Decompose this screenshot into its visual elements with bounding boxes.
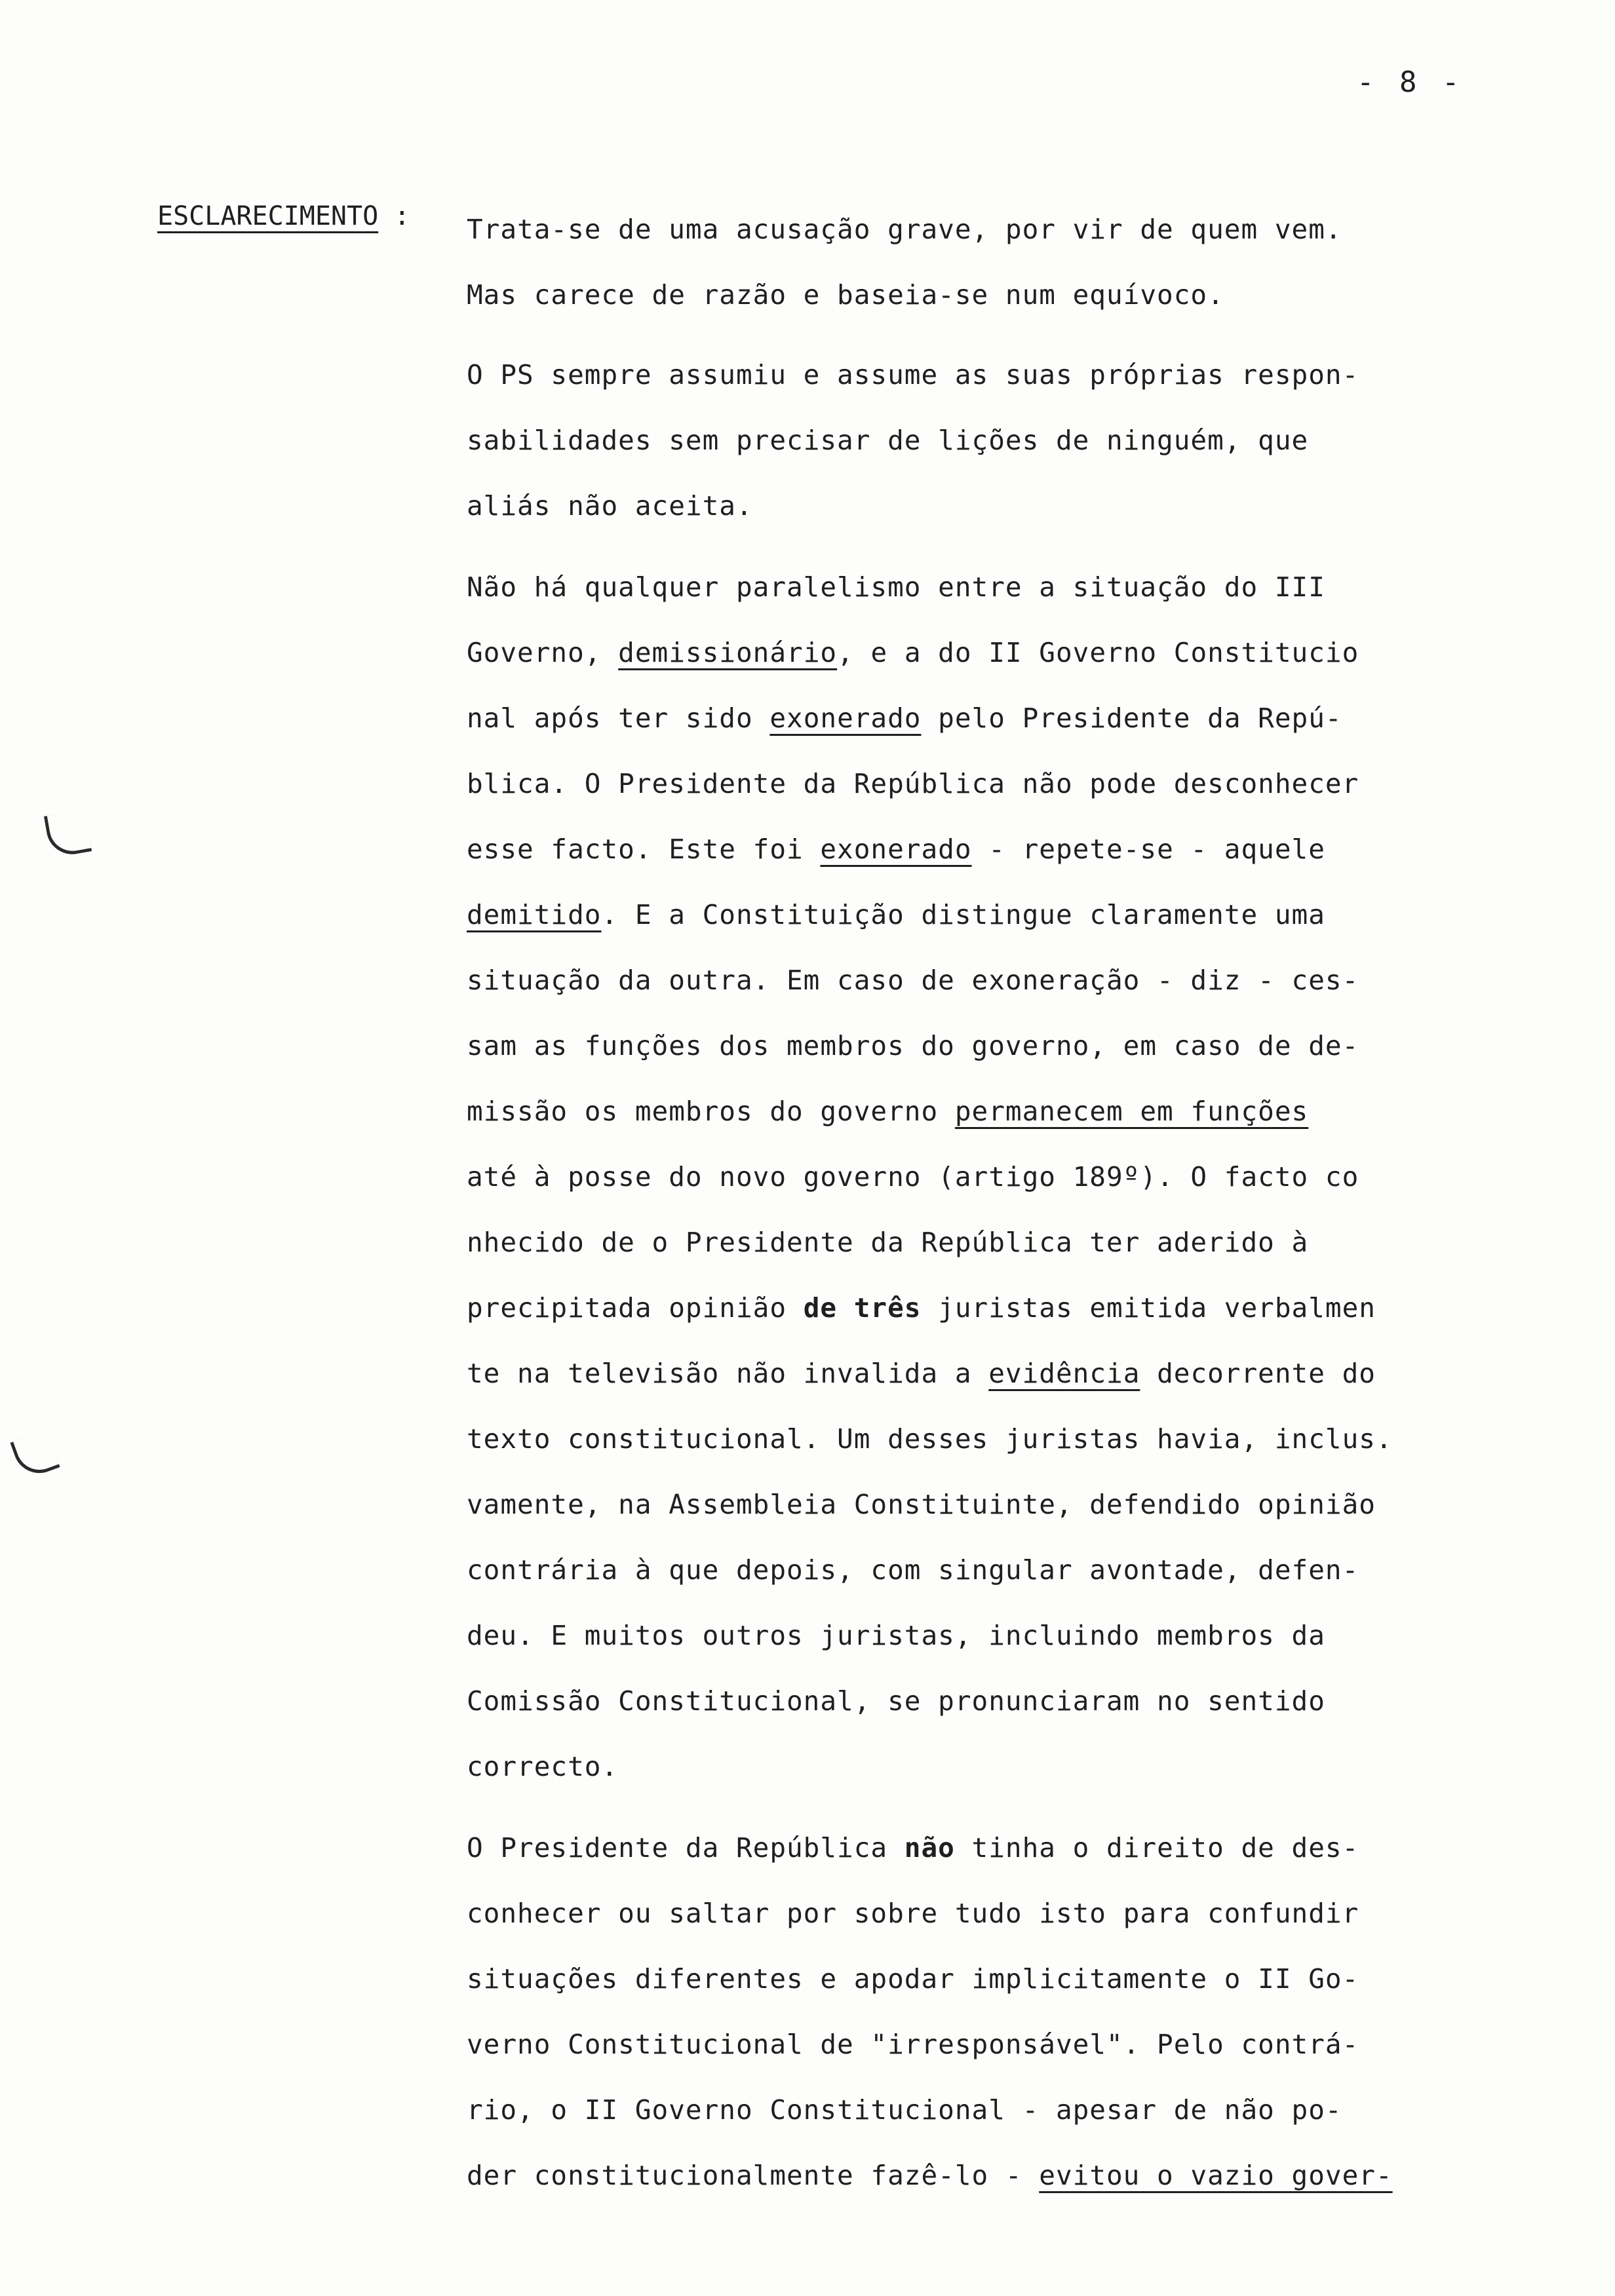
text-run: blica. O Presidente da República não pode desconhecer [467,768,1359,799]
text-run: pelo Presidente da Repú- [921,702,1342,734]
text-line [467,1946,1542,2012]
text-run: . E a Constituição distingue claramente uma [601,899,1325,930]
text-run: rio, o II Governo Constitucional - apesar de não po- [467,2094,1342,2126]
text-line [467,1406,1542,1472]
text-run: situações diferentes e apodar implicitamente o II Go- [467,1963,1359,1995]
text-run: Mas carece de razão e baseia-se num equívoco. [467,279,1224,311]
section-heading [157,197,410,236]
text-line [467,1144,1542,1210]
underlined-text: evitou o vazio gover- [1039,2160,1393,2191]
text-line [467,816,1542,882]
text-run: sabilidades sem precisar de lições de ninguém, que [467,425,1309,456]
text-line [467,1079,1542,1144]
margin-bracket-mark [44,809,92,858]
text-line [467,1013,1542,1079]
text-run: Trata-se de uma acusação grave, por vir de quem vem. [467,214,1342,245]
text-run: sam as funções dos membros do governo, em caso de de- [467,1030,1359,1062]
text-run: deu. E muitos outros juristas, incluindo membros da [467,1620,1325,1651]
text-line [467,1668,1542,1734]
text-line [467,2143,1542,2208]
heading-colon: : [378,201,410,231]
text-run: texto constitucional. Um desses juristas havia, inclus. [467,1423,1393,1455]
text-line [467,554,1542,620]
underlined-text: exonerado [820,833,972,865]
text-line [467,197,1542,262]
underlined-text: permanecem em funções [954,1096,1309,1127]
page-number: - 8 - [1357,66,1464,99]
text-run: correcto. [467,1751,619,1782]
text-run: decorrente do [1140,1358,1376,1389]
text-run: Governo, [467,637,619,668]
text-line [467,882,1542,947]
text-run: esse facto. Este foi [467,833,821,865]
text-run: missão os membros do governo [467,1096,955,1127]
text-run: Comissão Constitucional, se pronunciaram no sentido [467,1685,1325,1717]
text-run: , e a do II Governo Constitucio [837,637,1359,668]
text-line [467,2077,1542,2143]
text-line [467,1881,1542,1946]
text-run: der constitucionalmente fazê-lo - [467,2160,1040,2191]
bold-text: de três [803,1292,922,1324]
text-run: te na televisão não invalida a [467,1358,989,1389]
text-line [467,1815,1542,1881]
text-run: juristas emitida verbalmen [921,1292,1376,1324]
text-run: - repete-se - aquele [971,833,1325,865]
text-line [467,620,1542,685]
text-line [467,1734,1542,1799]
text-line [467,473,1542,539]
text-line [467,2012,1542,2077]
bold-text: não [904,1832,955,1864]
body-text [467,197,1542,2224]
text-line [467,1472,1542,1537]
text-line [467,751,1542,816]
paragraph [467,554,1542,1799]
underlined-text: evidência [988,1358,1140,1389]
text-run: precipitada opinião [467,1292,804,1324]
text-line [467,408,1542,473]
heading-label: ESCLARECIMENTO [157,201,379,231]
text-run: situação da outra. Em caso de exoneração - diz - ces- [467,965,1359,996]
paragraph [467,197,1542,328]
text-run: Não há qualquer paralelismo entre a situação do III [467,571,1325,603]
underlined-text: demissionário [618,637,838,668]
text-run: aliás não aceita. [467,490,753,522]
text-line [467,685,1542,751]
text-run: nhecido de o Presidente da República ter aderido à [467,1227,1309,1258]
text-line [467,947,1542,1013]
margin-bracket-mark [10,1430,60,1481]
text-run: vamente, na Assembleia Constituinte, defendido opinião [467,1489,1376,1520]
text-run: tinha o direito de des- [954,1832,1359,1864]
paragraph [467,342,1542,539]
text-run: até à posse do novo governo (artigo 189º). O facto co [467,1161,1359,1193]
text-line [467,1275,1542,1341]
text-run: contrária à que depois, com singular avontade, defen- [467,1554,1359,1586]
text-run: conhecer ou saltar por sobre tudo isto para confundir [467,1898,1359,1929]
text-run: O Presidente da República [467,1832,905,1864]
text-line [467,1603,1542,1668]
text-line [467,262,1542,328]
text-line [467,1537,1542,1603]
paragraph [467,1815,1542,2208]
text-run: verno Constitucional de "irresponsável". Pelo contrá- [467,2029,1359,2060]
text-run: nal após ter sido [467,702,770,734]
text-line [467,342,1542,408]
text-line [467,1341,1542,1406]
text-line [467,1210,1542,1275]
text-run: O PS sempre assumiu e assume as suas próprias respon- [467,359,1359,391]
underlined-text: demitido [467,899,602,930]
underlined-text: exonerado [769,702,922,734]
